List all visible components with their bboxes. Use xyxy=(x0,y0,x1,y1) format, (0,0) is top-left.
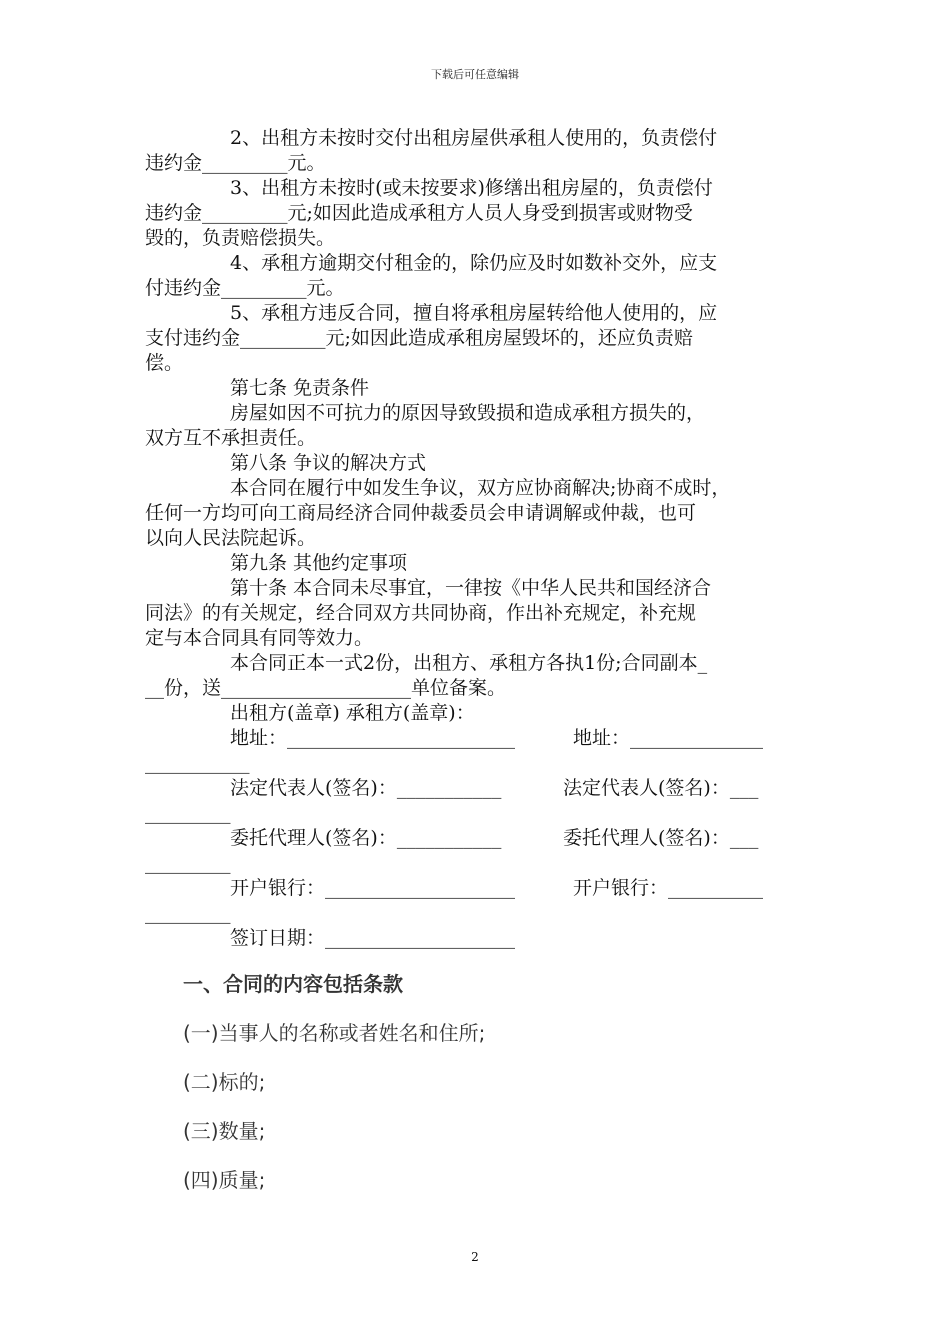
signature-address-row xyxy=(145,726,805,776)
article-8-title: 第八条 争议的解决方式 xyxy=(230,452,427,474)
signature-agent-row xyxy=(145,826,805,876)
page-header-note: 下载后可任意编辑 xyxy=(431,68,519,81)
page-number: 2 xyxy=(471,1250,479,1264)
parties-seal-line: 出租方(盖章) 承租方(盖章)： xyxy=(230,702,475,724)
article-10-line1: 第十条 本合同未尽事宜，一律按《中华人民共和国经济合 xyxy=(230,577,712,599)
clause-item: (三)数量; xyxy=(183,1119,266,1143)
penalty-clause-3-line1: 3、出租方未按时(或未按要求)修缮出租房屋的，负责偿付 xyxy=(230,177,713,199)
signature-bank-row xyxy=(145,876,805,926)
contract-clauses-section xyxy=(183,970,485,1194)
signature-legal-rep-row xyxy=(145,776,805,826)
lessor-agent-field: 委托代理人(签名)：___________ xyxy=(230,827,502,849)
article-10-line3: 定与本合同具有同等效力。 xyxy=(145,627,374,649)
copies-line1: 本合同正本一式2份，出租方、承租方各执1份;合同副本_ xyxy=(230,652,708,674)
penalty-clause-4-line2: 付违约金_________元。 xyxy=(145,277,345,299)
lessor-address-field: 地址：________________________ xyxy=(230,727,516,749)
lessor-legal-rep-field: 法定代表人(签名)：___________ xyxy=(230,777,502,799)
lessee-bank-field: 开户银行：__________ xyxy=(573,877,764,899)
clause-item: (二)标的; xyxy=(183,1070,266,1094)
penalty-clause-4-line1: 4、承租方逾期交付租金的，除仍应及时如数补交外，应支 xyxy=(230,252,718,274)
article-7-line1: 房屋如因不可抗力的原因导致毁损和造成承租方损失的， xyxy=(230,402,706,424)
article-8-line2: 任何一方均可向工商局经济合同仲裁委员会申请调解或仲裁，也可 xyxy=(145,502,697,524)
penalty-clause-5-line1: 5、承租方违反合同，擅自将承租房屋转给他人使用的，应 xyxy=(230,302,718,324)
penalty-clause-2-line2: 违约金_________元。 xyxy=(145,152,326,174)
penalty-clause-5-line2: 支付违约金_________元;如因此造成承租房屋毁坏的，还应负责赔 xyxy=(145,327,693,349)
lessee-address-field: 地址：______________ xyxy=(573,727,764,749)
lessee-legal-rep-continuation: _________ xyxy=(145,802,231,824)
article-9-title: 第九条 其他约定事项 xyxy=(230,552,408,574)
clause-item: (一)当事人的名称或者姓名和住所; xyxy=(183,1021,486,1045)
article-7-title: 第七条 免责条件 xyxy=(230,377,370,399)
signing-date-field: 签订日期：____________________ xyxy=(230,927,516,949)
lessee-legal-rep-field: 法定代表人(签名)：___ xyxy=(563,777,759,799)
penalty-clause-3-line3: 毁的，负责赔偿损失。 xyxy=(145,227,336,249)
penalty-clause-3-line2: 违约金_________元;如因此造成承租方人员人身受到损害或财物受 xyxy=(145,202,693,224)
contract-body xyxy=(145,126,805,951)
lessee-bank-continuation: _________ xyxy=(145,902,231,924)
copies-line2: __份，送____________________单位备案。 xyxy=(145,677,507,699)
penalty-clause-5-line3: 偿。 xyxy=(145,352,184,374)
lessor-bank-field: 开户银行：____________________ xyxy=(230,877,516,899)
clauses-heading: 一、合同的内容包括条款 xyxy=(183,972,403,996)
article-7-line2: 双方互不承担责任。 xyxy=(145,427,317,449)
lessee-address-continuation: ___________ xyxy=(145,752,250,774)
lessee-agent-field: 委托代理人(签名)：___ xyxy=(563,827,759,849)
lessee-agent-continuation: _________ xyxy=(145,852,231,874)
clause-item: (四)质量; xyxy=(183,1168,266,1192)
penalty-clause-2-line1: 2、出租方未按时交付出租房屋供承租人使用的，负责偿付 xyxy=(230,127,718,149)
article-8-line1: 本合同在履行中如发生争议，双方应协商解决;协商不成时， xyxy=(230,477,731,499)
article-10-line2: 同法》的有关规定，经合同双方共同协商，作出补充规定，补充规 xyxy=(145,602,697,624)
signature-date-row xyxy=(145,926,805,951)
article-8-line3: 以向人民法院起诉。 xyxy=(145,527,317,549)
